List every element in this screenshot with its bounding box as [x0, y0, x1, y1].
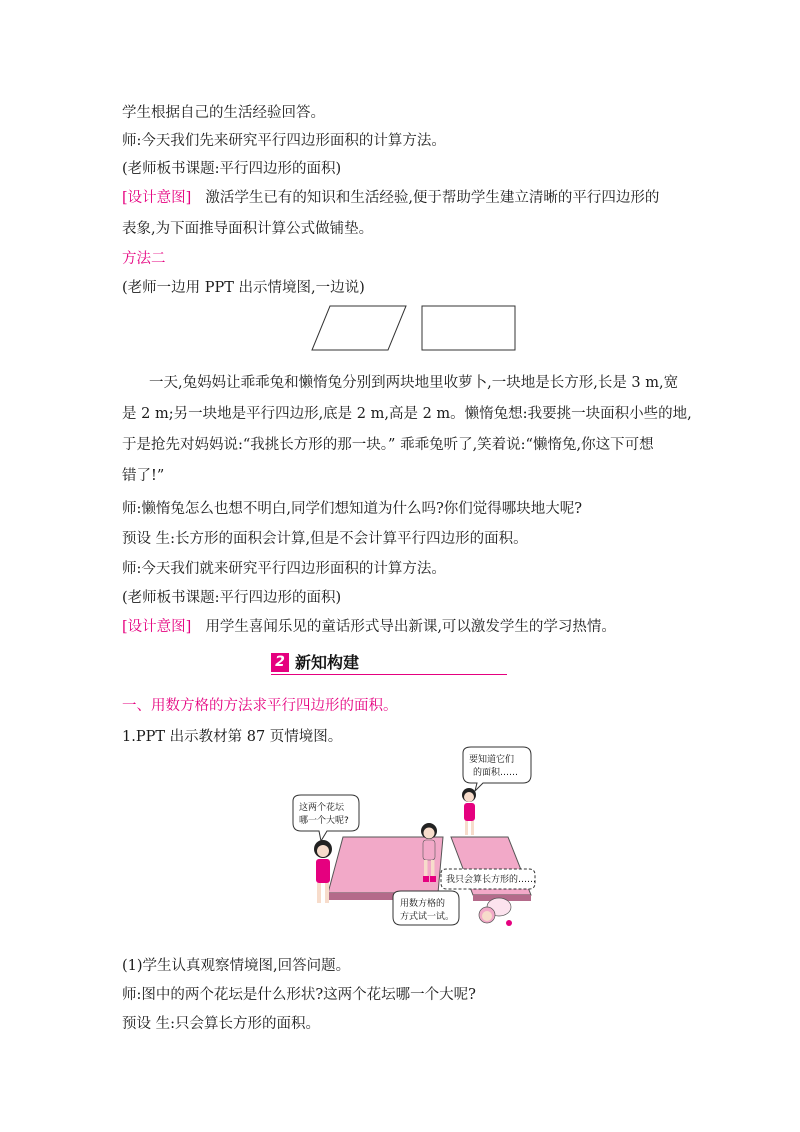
- text-line: 学生根据自己的生活经验回答。: [122, 105, 325, 121]
- text-line: (1)学生认真观察情境图,回答问题。: [122, 958, 351, 974]
- text-line: 预设 生:只会算长方形的面积。: [122, 1016, 320, 1032]
- section-header: [271, 652, 507, 675]
- bubble-text: 这两个花坛: [299, 803, 345, 813]
- text-line: 表象,为下面推导面积计算公式做铺垫。: [122, 221, 374, 237]
- paragraph-line: 一天,兔妈妈让乖乖兔和懒惰兔分别到两块地里收萝卜,一块地是长方形,长是 3 m,宽: [149, 375, 679, 391]
- section-title: 新知构建: [295, 653, 360, 672]
- text-line: 师:今天我们就来研究平行四边形面积的计算方法。: [122, 561, 446, 577]
- design-intent-text: 激活学生已有的知识和生活经验,便于帮助学生建立清晰的平行四边形的: [205, 190, 660, 206]
- method-heading: 方法二: [122, 251, 166, 267]
- design-intent-tag: [设计意图]: [122, 619, 192, 635]
- parallelogram-shape: [312, 306, 406, 350]
- bubble-text: 用数方格的: [400, 899, 446, 909]
- paragraph-line: 错了!”: [122, 468, 165, 484]
- shapes-figure: [310, 304, 520, 352]
- text-line: 预设 生:长方形的面积会计算,但是不会计算平行四边形的面积。: [122, 531, 528, 547]
- bubble-text: 要知道它们: [469, 755, 515, 765]
- fairy-figure: [479, 898, 512, 926]
- scene-illustration: [283, 745, 555, 935]
- design-intent-tag: [设计意图]: [122, 190, 192, 206]
- text-line: 1.PPT 出示教材第 87 页情境图。: [122, 729, 343, 745]
- design-intent-line: [122, 188, 659, 208]
- design-intent-text: 用学生喜闻乐见的童话形式导出新课,可以激发学生的学习热情。: [205, 619, 616, 635]
- text-line: (老师一边用 PPT 出示情境图,一边说): [122, 280, 365, 296]
- bubble-text: 的面积……: [473, 768, 519, 778]
- rectangle-shape: [422, 306, 515, 350]
- section-number-badge: 2: [271, 653, 289, 672]
- paragraph-line: 于是抢先对妈妈说:“我挑长方形的那一块。” 乖乖兔听了,笑着说:“懒惰兔,你这下可想: [122, 437, 654, 453]
- text-line: (老师板书课题:平行四边形的面积): [122, 161, 342, 177]
- girl-top-figure: [462, 788, 476, 835]
- text-line: 师:懒惰兔怎么也想不明白,同学们想知道为什么吗?你们觉得哪块地大呢?: [122, 501, 583, 517]
- text-line: 师:图中的两个花坛是什么形状?这两个花坛哪一个大呢?: [122, 987, 476, 1003]
- bubble-text: 哪一个大呢?: [299, 816, 349, 826]
- subsection-heading: 一、用数方格的方法求平行四边形的面积。: [122, 698, 398, 714]
- text-line: 师:今天我们先来研究平行四边形面积的计算方法。: [122, 133, 446, 149]
- bubble-text: 方式试一试。: [400, 912, 455, 922]
- text-line: (老师板书课题:平行四边形的面积): [122, 590, 342, 606]
- paragraph-line: 是 2 m;另一块地是平行四边形,底是 2 m,高是 2 m。懒惰兔想:我要挑一块面积小些的地,: [122, 406, 692, 422]
- design-intent-line: [122, 617, 616, 637]
- bubble-text: 我只会算长方形的……: [446, 875, 537, 885]
